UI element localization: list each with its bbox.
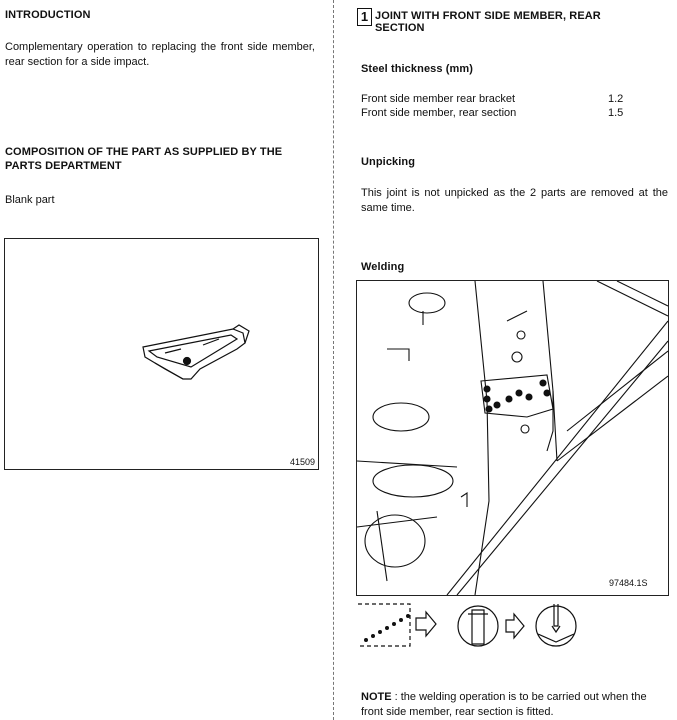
welding-drawing: [357, 281, 668, 595]
composition-body: Blank part: [5, 194, 55, 206]
section-title-line2: SECTION: [375, 22, 425, 34]
column-divider: [333, 0, 334, 720]
welding-symbols-drawing: [356, 600, 586, 652]
note-text: : the welding operation is to be carried out when the front side member, rear section is fitted.: [361, 691, 647, 718]
section-title: [357, 8, 601, 34]
blank-part-drawing: [5, 239, 318, 469]
steel-thickness-heading: Steel thickness (mm): [361, 63, 474, 75]
welding-figure: [356, 280, 669, 596]
section-title-line1: JOINT WITH FRONT SIDE MEMBER, REAR: [375, 10, 601, 22]
welding-symbols: [356, 600, 586, 652]
welding-heading: Welding: [361, 261, 405, 273]
blank-part-figure: [4, 238, 319, 470]
thickness-row-label: Front side member, rear section: [361, 107, 517, 119]
welding-figure-number: 97484.1S: [609, 578, 648, 588]
section-number-badge: 1: [357, 8, 372, 26]
note-label: NOTE: [361, 691, 392, 703]
composition-heading-line1: COMPOSITION OF THE PART AS SUPPLIED BY THE: [5, 146, 283, 158]
thickness-row-value: 1.5: [608, 107, 624, 119]
thickness-row-label: Front side member rear bracket: [361, 93, 516, 105]
thickness-row-value: 1.2: [608, 93, 624, 105]
note: [361, 690, 671, 720]
unpicking-heading: Unpicking: [361, 156, 416, 168]
intro-body: Complementary operation to replacing the front side member, rear section for a side impact.: [5, 41, 315, 68]
intro-heading: INTRODUCTION: [5, 9, 91, 21]
unpicking-body: This joint is not unpicked as the 2 parts are removed at the same time.: [361, 187, 668, 214]
composition-heading-line2: PARTS DEPARTMENT: [5, 160, 122, 172]
figure1-number: 41509: [289, 457, 315, 467]
